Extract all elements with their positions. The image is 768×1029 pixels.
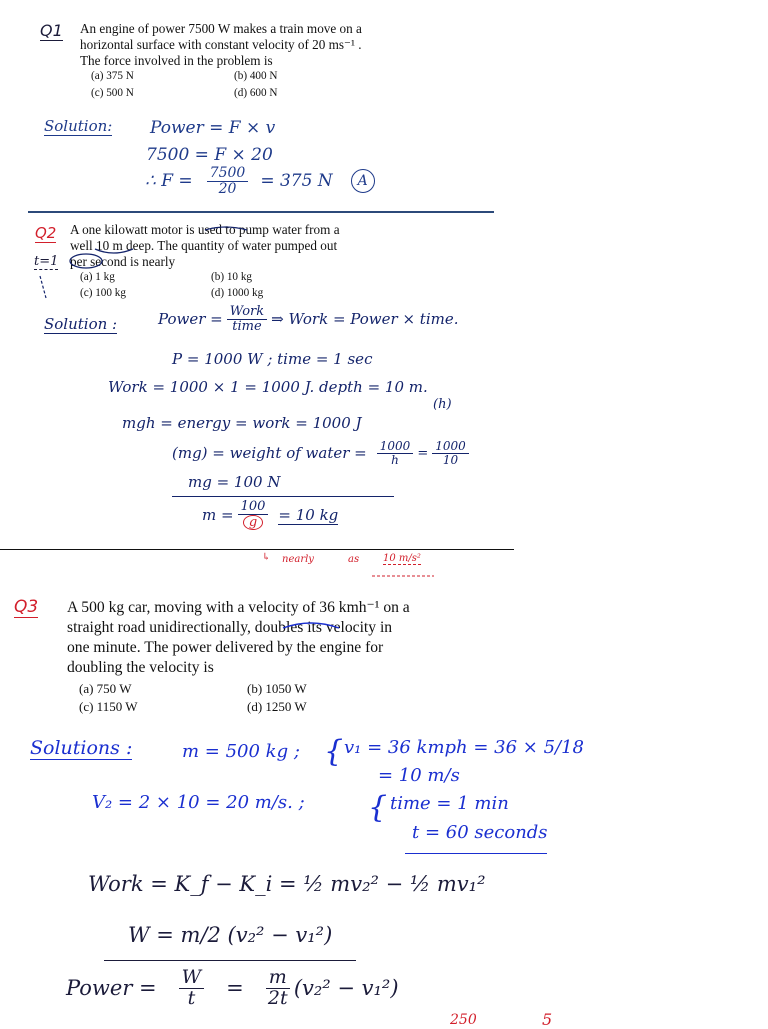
q1-text-line1: An engine of power 7500 W makes a train move on a bbox=[80, 21, 362, 36]
q1-frac-den: 20 bbox=[218, 180, 237, 197]
q1-solution-line1: Power = F × v bbox=[150, 118, 276, 138]
q2-line5-frac1-den: h bbox=[391, 452, 399, 467]
q3-label: Q3 bbox=[14, 597, 39, 617]
q2-option-d: (d) 1000 kg bbox=[211, 287, 264, 299]
q3-time2: t = 60 seconds bbox=[412, 822, 548, 843]
q3-brace-2: { bbox=[368, 790, 388, 825]
q2-option-a: (a) 1 kg bbox=[80, 271, 115, 283]
q3-power-mid: = bbox=[226, 976, 244, 1001]
q2-line7-frac-den: g bbox=[243, 515, 263, 531]
q3-v2: V₂ = 2 × 10 = 20 m/s. ; bbox=[92, 792, 305, 813]
q2-power-frac-den: time bbox=[232, 318, 262, 334]
q2-power-suffix: ⇒ Work = Power × time. bbox=[271, 310, 459, 329]
q3-power-line bbox=[66, 968, 399, 1009]
q3-power-frac-den: t bbox=[187, 986, 196, 1009]
q3-text-line1: A 500 kg car, moving with a velocity of 36 kmh⁻¹ on a bbox=[67, 599, 410, 616]
q2-option-b: (b) 10 kg bbox=[211, 271, 253, 283]
q2-line5-frac1-num: 1000 bbox=[377, 440, 414, 454]
q3-option-b: (b) 1050 W bbox=[247, 681, 307, 696]
q3-power-frac-num: W bbox=[179, 968, 205, 989]
q2-line7-result: = 10 kg bbox=[278, 505, 339, 524]
q1-solution-line3 bbox=[145, 166, 375, 196]
q2-solution-line6: mg = 100 N bbox=[188, 473, 281, 491]
q1-option-b: (b) 400 N bbox=[234, 70, 278, 82]
divider-q1-q2 bbox=[28, 211, 494, 213]
q3-time-underline bbox=[405, 853, 547, 854]
q3-text-line2: straight road unidirectionally, doubles its velocity in bbox=[67, 619, 393, 636]
q2-solution-heading: Solution : bbox=[44, 315, 118, 333]
q2-solution-line4: mgh = energy = work = 1000 J bbox=[122, 414, 362, 432]
q2-power-line bbox=[158, 305, 459, 333]
q2-red-arrow: ↳ bbox=[262, 552, 271, 563]
q3-option-d: (d) 1250 W bbox=[247, 699, 307, 714]
q1-solution-heading: Solution: bbox=[44, 117, 113, 135]
q3-time1: time = 1 min bbox=[390, 793, 509, 814]
q3-w-line: W = m/2 (v₂² − v₁²) bbox=[128, 923, 333, 947]
q2-line5-prefix: (mg) = weight of water = bbox=[172, 444, 367, 463]
q2-red-note-value: 10 m/s² bbox=[383, 553, 421, 564]
q2-power-fraction bbox=[227, 305, 267, 333]
q2-h-note: (h) bbox=[433, 397, 452, 412]
q2-line5-frac2-den: 10 bbox=[442, 452, 459, 467]
q3-solution-heading: Solutions : bbox=[30, 737, 133, 759]
q2-solution-line7 bbox=[202, 500, 338, 530]
q1-text-line3: The force involved in the problem is bbox=[80, 53, 273, 68]
q2-text-line3: per second is nearly bbox=[70, 254, 176, 269]
q2-line5-frac1 bbox=[377, 440, 414, 466]
q3-v1b: = 10 m/s bbox=[378, 765, 460, 786]
q2-power-frac-num: Work bbox=[227, 305, 267, 320]
q2-line7-prefix: m = bbox=[202, 506, 234, 525]
q3-text-line4: doubling the velocity is bbox=[67, 659, 214, 676]
q2-line7-frac bbox=[238, 500, 269, 530]
q3-w-underline bbox=[104, 960, 356, 961]
q1-option-c: (c) 500 N bbox=[91, 87, 134, 99]
q2-label: Q2 bbox=[35, 224, 57, 242]
q1-fraction bbox=[207, 166, 249, 196]
q1-answer-circle: A bbox=[351, 169, 375, 193]
q2-line5-frac2-num: 1000 bbox=[432, 440, 469, 454]
q2-solution-line2: P = 1000 W ; time = 1 sec bbox=[172, 350, 373, 368]
q3-option-a: (a) 750 W bbox=[79, 681, 132, 696]
q2-margin-dash-mark bbox=[40, 276, 46, 298]
q2-line6-underline bbox=[172, 496, 394, 497]
q3-mass: m = 500 kg ; bbox=[182, 741, 300, 762]
q3-power-frac2-den: 2t bbox=[267, 986, 288, 1009]
q1-label: Q1 bbox=[40, 21, 63, 40]
q3-brace-1: { bbox=[324, 734, 344, 769]
q1-text-line2: horizontal surface with constant velocity of 20 ms⁻¹ . bbox=[80, 37, 362, 52]
q2-red-note-as: as bbox=[348, 554, 360, 565]
q1-option-d: (d) 600 N bbox=[234, 87, 278, 99]
q3-red-fragment: 250 bbox=[450, 1012, 477, 1028]
q3-power-prefix: Power = bbox=[66, 976, 157, 1001]
q3-v1: v₁ = 36 kmph = 36 × 5/18 bbox=[344, 737, 585, 758]
q2-power-prefix: Power = bbox=[158, 310, 223, 329]
q3-power-frac2 bbox=[266, 968, 290, 1009]
q1-option-a: (a) 375 N bbox=[91, 70, 134, 82]
divider-q2-q3 bbox=[0, 549, 514, 550]
q3-option-c: (c) 1150 W bbox=[79, 699, 138, 714]
q3-power-frac bbox=[179, 968, 205, 1009]
q2-red-note: nearly bbox=[282, 554, 314, 565]
q2-text-line2: well 10 m deep. The quantity of water pumped out bbox=[70, 238, 338, 253]
q2-margin-note: t=1 bbox=[34, 254, 59, 269]
q1-line3-prefix: ∴ F = bbox=[145, 171, 193, 192]
q3-power-frac2-num: m bbox=[266, 968, 290, 989]
q3-work-line: Work = K_f − K_i = ½ mv₂² − ½ mv₁² bbox=[88, 872, 486, 896]
q1-solution-line2: 7500 = F × 20 bbox=[146, 145, 273, 165]
q3-red-fragment2: 5 bbox=[542, 1010, 553, 1029]
q1-frac-num: 7500 bbox=[207, 166, 249, 182]
q2-line5-frac2 bbox=[432, 440, 469, 466]
q2-line7-frac-num: 100 bbox=[238, 500, 269, 515]
q1-line3-result: = 375 N bbox=[260, 171, 333, 192]
q2-solution-line5: (mg) = weight of water = $\frac{1000}{h}$ = $\frac{1000}{10}$ bbox=[172, 440, 473, 466]
q3-power-tail: (v₂² − v₁²) bbox=[293, 976, 399, 1001]
q2-solution-line3: Work = 1000 × 1 = 1000 J. depth = 10 m. bbox=[108, 378, 428, 396]
q2-option-c: (c) 100 kg bbox=[80, 287, 126, 299]
q2-text-line1: A one kilowatt motor is used to pump water from a bbox=[70, 222, 340, 237]
q3-text-line3: one minute. The power delivered by the engine for bbox=[67, 639, 384, 656]
